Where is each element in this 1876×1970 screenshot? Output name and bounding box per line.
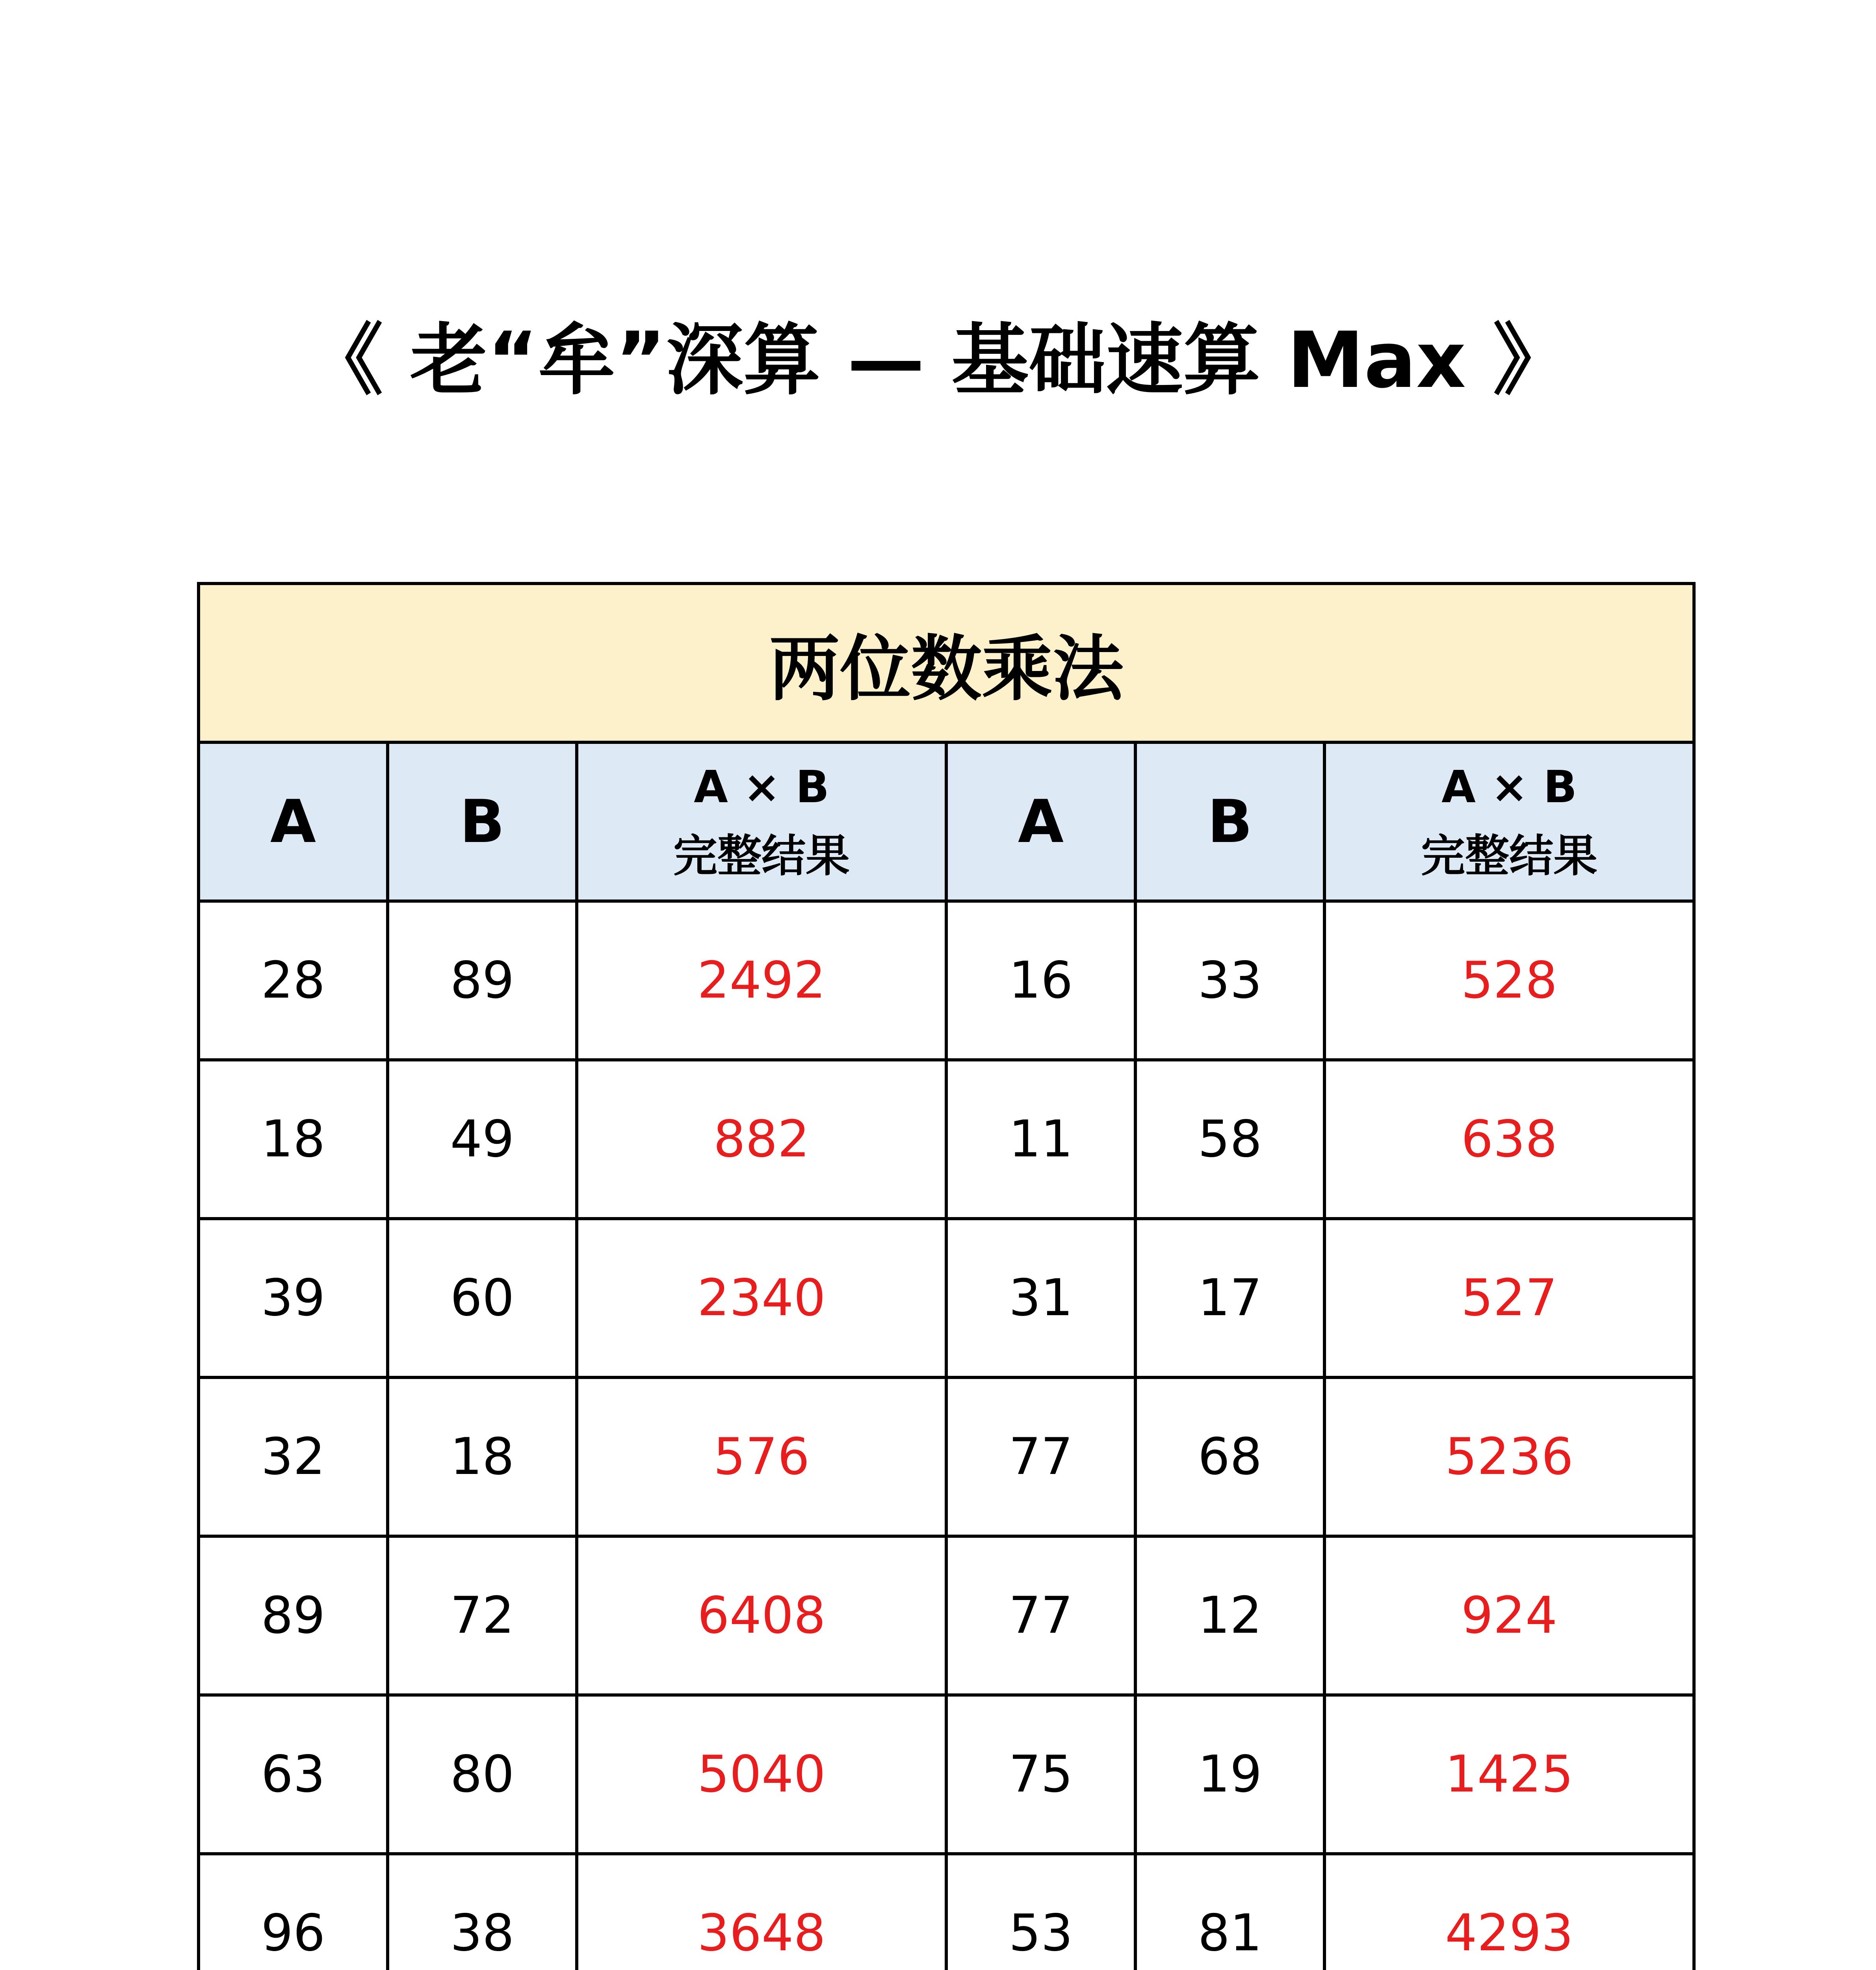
table-row [199,901,1694,1060]
cell-a-right: 31 [946,1219,1135,1377]
cell-b-left: 38 [388,1854,577,1970]
cell-product-left: 5040 [577,1695,946,1854]
cell-b-right: 81 [1135,1854,1324,1970]
cell-b-right: 17 [1135,1219,1324,1377]
table-row [199,1377,1694,1536]
cell-product-left: 3648 [577,1854,946,1970]
column-header-b-right: B [1135,742,1324,901]
cell-product-left: 2340 [577,1219,946,1377]
cell-product-right: 5236 [1324,1377,1694,1536]
cell-product-right: 528 [1324,901,1694,1060]
table-body [199,901,1694,1970]
cell-a-left: 89 [199,1536,388,1695]
page-title: 《 老“牟”深算 — 基础速算 Max 》 [306,316,1570,405]
cell-a-left: 96 [199,1854,388,1970]
column-header-product-right [1324,742,1694,901]
column-header-product-left [577,742,946,901]
cell-product-right: 4293 [1324,1854,1694,1970]
column-header-b-left: B [388,742,577,901]
cell-b-left: 60 [388,1219,577,1377]
column-header-product-line1: A × B [694,761,829,813]
cell-a-left: 18 [199,1060,388,1219]
cell-product-right: 527 [1324,1219,1694,1377]
cell-b-left: 18 [388,1377,577,1536]
table-row [199,1854,1694,1970]
cell-b-left: 49 [388,1060,577,1219]
table-row [199,1219,1694,1377]
cell-a-left: 63 [199,1695,388,1854]
cell-a-right: 77 [946,1377,1135,1536]
cell-a-right: 53 [946,1854,1135,1970]
table-heading: 两位数乘法 [199,584,1694,742]
column-header-row [199,742,1694,901]
cell-a-left: 32 [199,1377,388,1536]
table-row [199,1536,1694,1695]
table-banner-row [199,584,1694,742]
cell-product-left: 6408 [577,1536,946,1695]
cell-product-right: 924 [1324,1536,1694,1695]
multiplication-table [197,582,1696,1970]
cell-a-right: 11 [946,1060,1135,1219]
cell-b-right: 33 [1135,901,1324,1060]
cell-b-right: 68 [1135,1377,1324,1536]
cell-b-right: 19 [1135,1695,1324,1854]
cell-product-left: 882 [577,1060,946,1219]
column-header-a-left: A [199,742,388,901]
column-header-product-line1: A × B [1441,761,1577,813]
cell-b-left: 80 [388,1695,577,1854]
column-header-a-right: A [946,742,1135,901]
column-header-product-line2: 完整结果 [1421,830,1598,882]
cell-product-left: 576 [577,1377,946,1536]
table-row [199,1060,1694,1219]
cell-a-right: 16 [946,901,1135,1060]
cell-b-left: 89 [388,901,577,1060]
cell-a-right: 75 [946,1695,1135,1854]
cell-b-left: 72 [388,1536,577,1695]
cell-product-right: 1425 [1324,1695,1694,1854]
cell-b-right: 58 [1135,1060,1324,1219]
cell-a-left: 28 [199,901,388,1060]
column-header-product-line2: 完整结果 [673,830,850,882]
cell-b-right: 12 [1135,1536,1324,1695]
table-row [199,1695,1694,1854]
cell-a-right: 77 [946,1536,1135,1695]
cell-a-left: 39 [199,1219,388,1377]
cell-product-left: 2492 [577,901,946,1060]
cell-product-right: 638 [1324,1060,1694,1219]
